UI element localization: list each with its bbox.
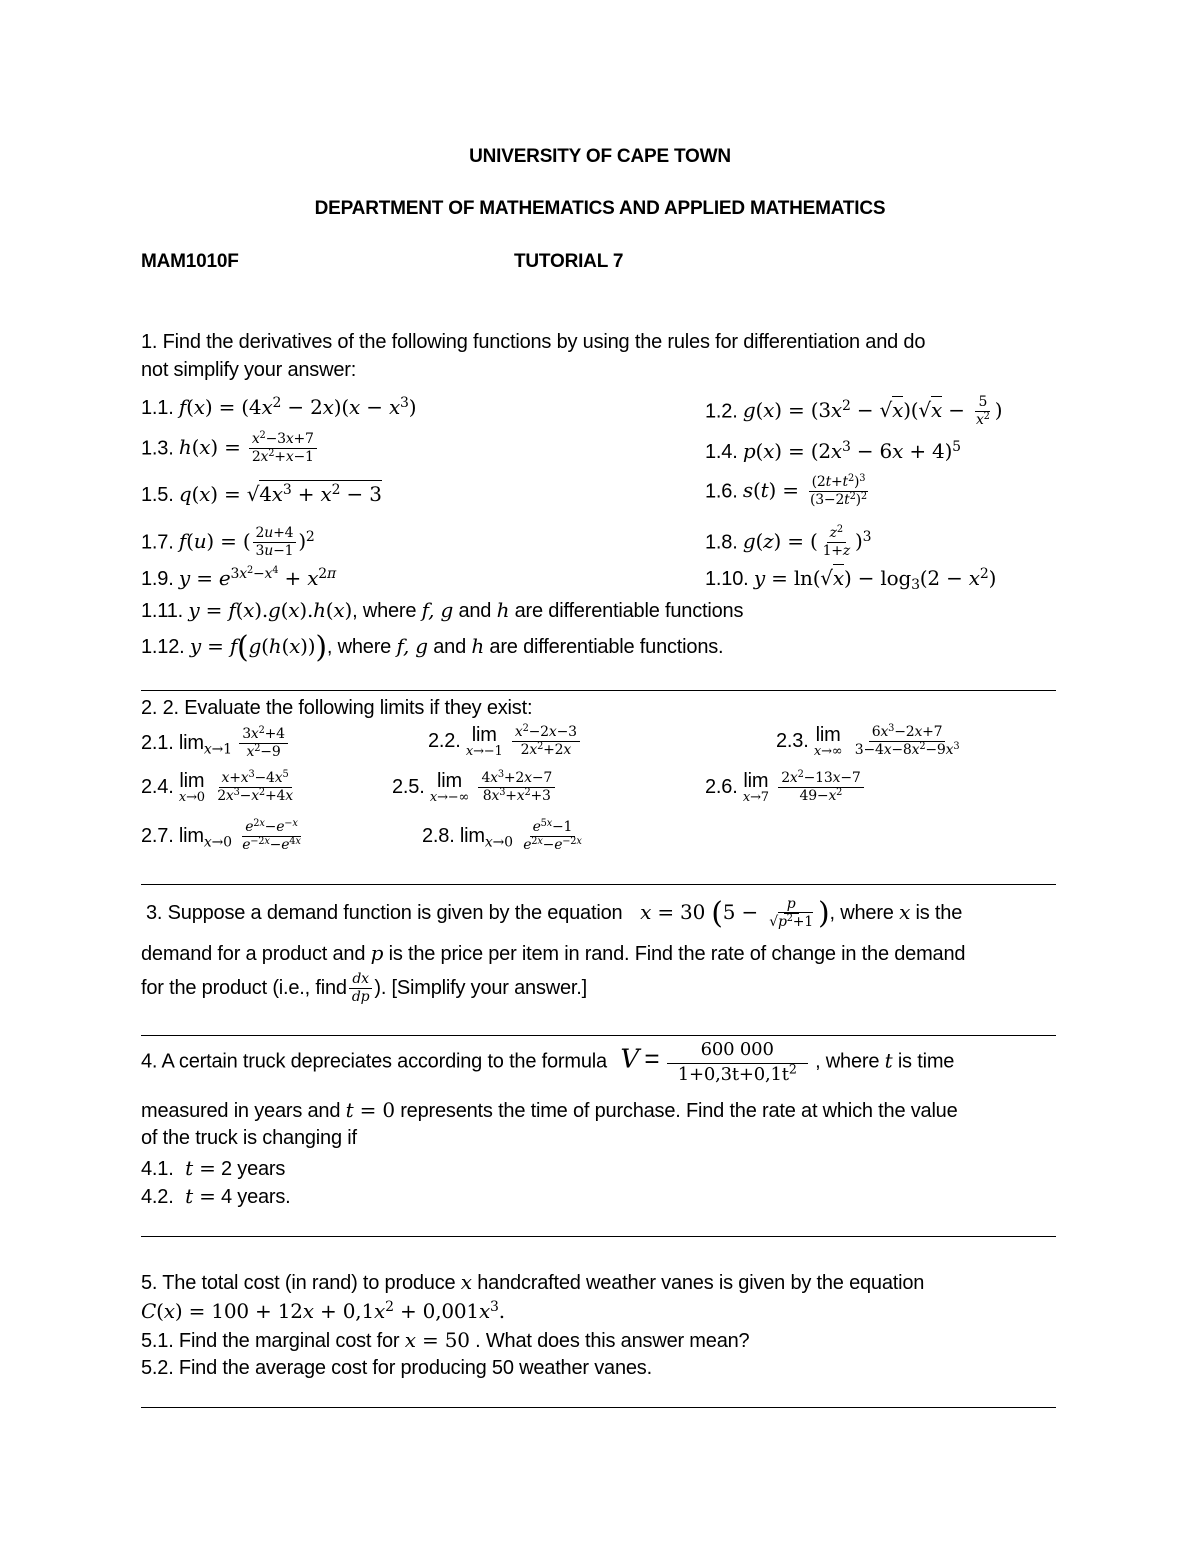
divider-2: [141, 884, 1056, 885]
q1-9-formula: $y = e^{3x^2-x^4} + x^{2\pi}$: [178, 565, 337, 590]
q1-9: [141, 566, 336, 591]
q2-1-fraction: $\frac{3x^2+4}{x^2-9}$: [239, 727, 288, 761]
q2-6-limit: lim x→7: [742, 770, 769, 806]
q1-3-label: 1.3.: [141, 437, 174, 460]
q3-p-var: p: [370, 941, 384, 965]
q2-6-fraction: $\frac{2x^2-13x-7}{49-x^2}$: [778, 771, 863, 805]
q5-2-label: 5.2.: [141, 1357, 174, 1379]
q2-5-fraction: $\frac{4x^3+2x-7}{8x^3+x^2+3}$: [478, 771, 555, 805]
department-title: DEPARTMENT OF MATHEMATICS AND APPLIED MATHEMATICS: [314, 198, 886, 219]
q4-2-t: t =: [178, 1184, 216, 1208]
q2-4-label: 2.4.: [141, 776, 174, 799]
q2-1: [141, 727, 290, 761]
q1-12-tail: are differentiable functions.: [489, 636, 724, 658]
q4-t-var: t: [884, 1048, 893, 1073]
q4-line2a: measured in years and: [141, 1100, 341, 1122]
divider-3: [141, 1035, 1056, 1036]
q1-12-h: h: [471, 634, 485, 658]
q4-1: [141, 1156, 285, 1181]
q1-3-formula: h(x) = $\frac{x^2-3x+7}{2x^2+x-1}$: [179, 435, 319, 459]
q4-1-t: t =: [178, 1156, 216, 1180]
q1-10-formula: $y = \ln(√x) - \log_3(2 - x^2)$: [753, 566, 997, 594]
q4-line2b: represents the time of purchase. Find the rate at which the value: [400, 1100, 958, 1122]
q2-8-lim: lim: [459, 825, 485, 848]
q1-11-fg: f, g: [421, 598, 454, 622]
q4-2-value: 4 years.: [221, 1186, 291, 1208]
q2-8-fraction: $\frac{e^{5x}-1}{e^{2x}-e^{-2x}}$: [523, 818, 582, 854]
q1-12-formula: y = f(g(h(x))): [189, 630, 327, 665]
q3-line2a: demand for a product and: [141, 943, 366, 965]
university-title: UNIVERSITY OF CAPE TOWN: [469, 146, 731, 167]
q2-3-fraction: $\frac{6x^3-2x+7}{3-4x-8x^2-9x^3}$: [854, 723, 960, 759]
q1-2: [705, 395, 1002, 429]
q1-6: [705, 475, 872, 509]
q4-t-equals-0: t = 0: [345, 1098, 395, 1122]
q3-intro: 3. Suppose a demand function is given by the equation: [146, 902, 623, 924]
q1-8-formula: g(z) = ( $\frac{z^2}{1+z}$ )$^3$: [742, 524, 872, 560]
q2-5-limit: lim x→−∞: [429, 770, 470, 806]
q1-2-formula: $g(x) = (3x^2 - √x)(√x$ − $\frac{5}{x^2}$ ): [742, 394, 1003, 429]
q1-12-where: , where: [326, 636, 392, 658]
q2-2-fraction: $\frac{x^2-2x-3}{2x^2+2x}$: [512, 725, 580, 759]
q2-2-label: 2.2.: [428, 730, 461, 753]
q2-intro: 2. 2. Evaluate the following limits if they exist:: [141, 697, 533, 719]
q1-11: [141, 598, 743, 623]
q2-4-fraction: $\frac{x+x^3-4x^5}{2x^3-x^2+4x}$: [217, 769, 293, 805]
q3-x-var: x: [899, 900, 911, 924]
q3-line2b: is the price per item in rand. Find the rate of change in the demand: [388, 943, 966, 965]
q4-where: , where: [815, 1050, 880, 1073]
q1-7: [141, 526, 315, 560]
q5-cost-formula: $C(x) = 100 + 12x + 0,1x^2 + 0,001x^3$.: [141, 1299, 505, 1323]
q3-line3: [141, 972, 587, 1006]
q1-8-label: 1.8.: [705, 531, 738, 554]
q2-4: [141, 771, 298, 805]
q1-8: [705, 526, 871, 560]
q2-3: [776, 725, 964, 759]
q5-2: [141, 1357, 652, 1380]
q3-line3b: ). [Simplify your answer.]: [374, 977, 588, 1000]
q3-dxdp: $\frac{dx}{dp}$: [349, 972, 373, 1006]
q2-8-sub: x→0: [484, 834, 513, 851]
q2-1-label: 2.1.: [141, 732, 174, 755]
q4-line3: of the truck is changing if: [141, 1127, 357, 1149]
q3-is-the: is the: [915, 902, 963, 924]
q1-10-label: 1.10.: [705, 568, 749, 590]
q1-4-formula: $p(x) = (2x^3 - 6x + 4)^5$: [742, 439, 961, 463]
q2-7: [141, 820, 306, 854]
q1-6-formula: s(t) = $\frac{(2t+t^2)^3}{(3-2t^2)^2}$: [742, 473, 867, 509]
q4-1-value: 2 years: [221, 1158, 286, 1180]
divider-5: [141, 1407, 1056, 1408]
q1-12-fg: f, g: [396, 634, 428, 658]
q4-2: [141, 1184, 291, 1209]
divider-1: [141, 690, 1056, 691]
q4-1-label: 4.1.: [141, 1158, 174, 1180]
q1-1-formula: $f(x) = (4x^2 - 2x)(x - x^3)$: [178, 395, 417, 419]
q1-9-label: 1.9.: [141, 568, 174, 590]
q1-4: [705, 439, 961, 464]
q5-1-text-a: Find the marginal cost for: [178, 1330, 400, 1352]
q2-3-label: 2.3.: [776, 730, 809, 753]
q2-7-sub: x→0: [203, 834, 232, 851]
q4-line2: [141, 1098, 958, 1123]
q3-line3a: for the product (i.e., find: [141, 977, 347, 1000]
q2-2: [428, 725, 582, 759]
q1-12: [141, 630, 723, 665]
q1-intro: 1. Find the derivatives of the following functions by using the rules for differentiation and do: [141, 331, 926, 353]
q1-7-label: 1.7.: [141, 531, 174, 554]
q5-1: [141, 1328, 749, 1353]
q5-line1: [141, 1270, 924, 1295]
q1-12-and: and: [433, 636, 467, 658]
q1-1: [141, 395, 416, 420]
q1-11-where: , where: [352, 600, 417, 622]
q1-10: [705, 566, 997, 594]
q4-fraction: $\frac{600 000}{1+0,3t+0,1t^2}$: [667, 1040, 808, 1085]
q4-line1: 4. A certain truck depreciates according to the formula V = $\frac{600 000}{1+0,3t+0,1t^2}$ , where t is time: [141, 1039, 955, 1085]
course-code: MAM1010F: [141, 251, 239, 272]
q2-2-limit: lim x→−1: [465, 724, 503, 760]
q2-6-label: 2.6.: [705, 776, 738, 799]
q2-5: [392, 771, 557, 805]
q1-5: [141, 482, 382, 507]
q1-11-label: 1.11.: [141, 600, 183, 622]
q2-1-sub: x→1: [203, 741, 232, 758]
q1-4-label: 1.4.: [705, 441, 738, 463]
q2-7-lim: lim: [178, 825, 204, 848]
q1-5-label: 1.5.: [141, 484, 174, 506]
q1-12-label: 1.12.: [141, 636, 185, 658]
q1-11-formula: y = f(x).g(x).h(x): [188, 598, 353, 622]
q1-2-label: 1.2.: [705, 400, 738, 423]
q1-7-formula: f(u) = ( $\frac{2u+4}{3u-1}$ )$^2$: [178, 525, 315, 560]
q2-8-label: 2.8.: [422, 825, 455, 848]
q1-intro-line2: not simplify your answer:: [141, 359, 357, 381]
q4-v-var: V: [612, 1044, 639, 1075]
q1-11-h: h: [496, 598, 510, 622]
q3-line2: [141, 941, 965, 966]
q1-3: [141, 432, 319, 466]
q4-2-label: 4.2.: [141, 1186, 174, 1208]
q1-11-tail: are differentiable functions: [514, 600, 744, 622]
q5-2-text: Find the average cost for producing 50 weather vanes.: [178, 1357, 652, 1379]
q2-1-lim: lim: [178, 732, 204, 755]
q3-line1: [146, 896, 962, 931]
q5-intro: 5. The total cost (in rand) to produce: [141, 1272, 456, 1294]
q2-4-limit: lim x→0: [178, 770, 205, 806]
q5-1-text-b: . What does this answer mean?: [475, 1330, 750, 1352]
q2-5-label: 2.5.: [392, 776, 425, 799]
q2-3-limit: lim x→∞: [813, 724, 843, 760]
q1-11-and: and: [458, 600, 492, 622]
q1-1-label: 1.1.: [141, 397, 174, 419]
q4-intro: 4. A certain truck depreciates according to the formula: [141, 1050, 607, 1073]
q3-formula: x = 30 (5 − $\frac{p}{√p^2+1}$ ): [627, 895, 830, 931]
q5-x-var: x: [460, 1270, 472, 1294]
q1-5-formula: $q(x) = √4x^3 + x^2 - 3$: [178, 482, 382, 506]
tutorial-number: TUTORIAL 7: [514, 251, 624, 272]
q5-1-label: 5.1.: [141, 1330, 174, 1352]
q3-where: , where: [829, 902, 894, 924]
q2-8: [422, 820, 587, 854]
q2-6: [705, 771, 866, 805]
q5-intro-b: handcrafted weather vanes is given by the equation: [477, 1272, 925, 1294]
q2-7-fraction: $\frac{e^{2x}-e^{-x}}{e^{-2x}-e^{4x}}$: [242, 818, 301, 854]
divider-4: [141, 1236, 1056, 1237]
q5-1-x-equals: x = 50: [404, 1328, 470, 1352]
q4-is-time: is time: [897, 1050, 955, 1073]
q1-6-label: 1.6.: [705, 480, 738, 503]
q2-7-label: 2.7.: [141, 825, 174, 848]
